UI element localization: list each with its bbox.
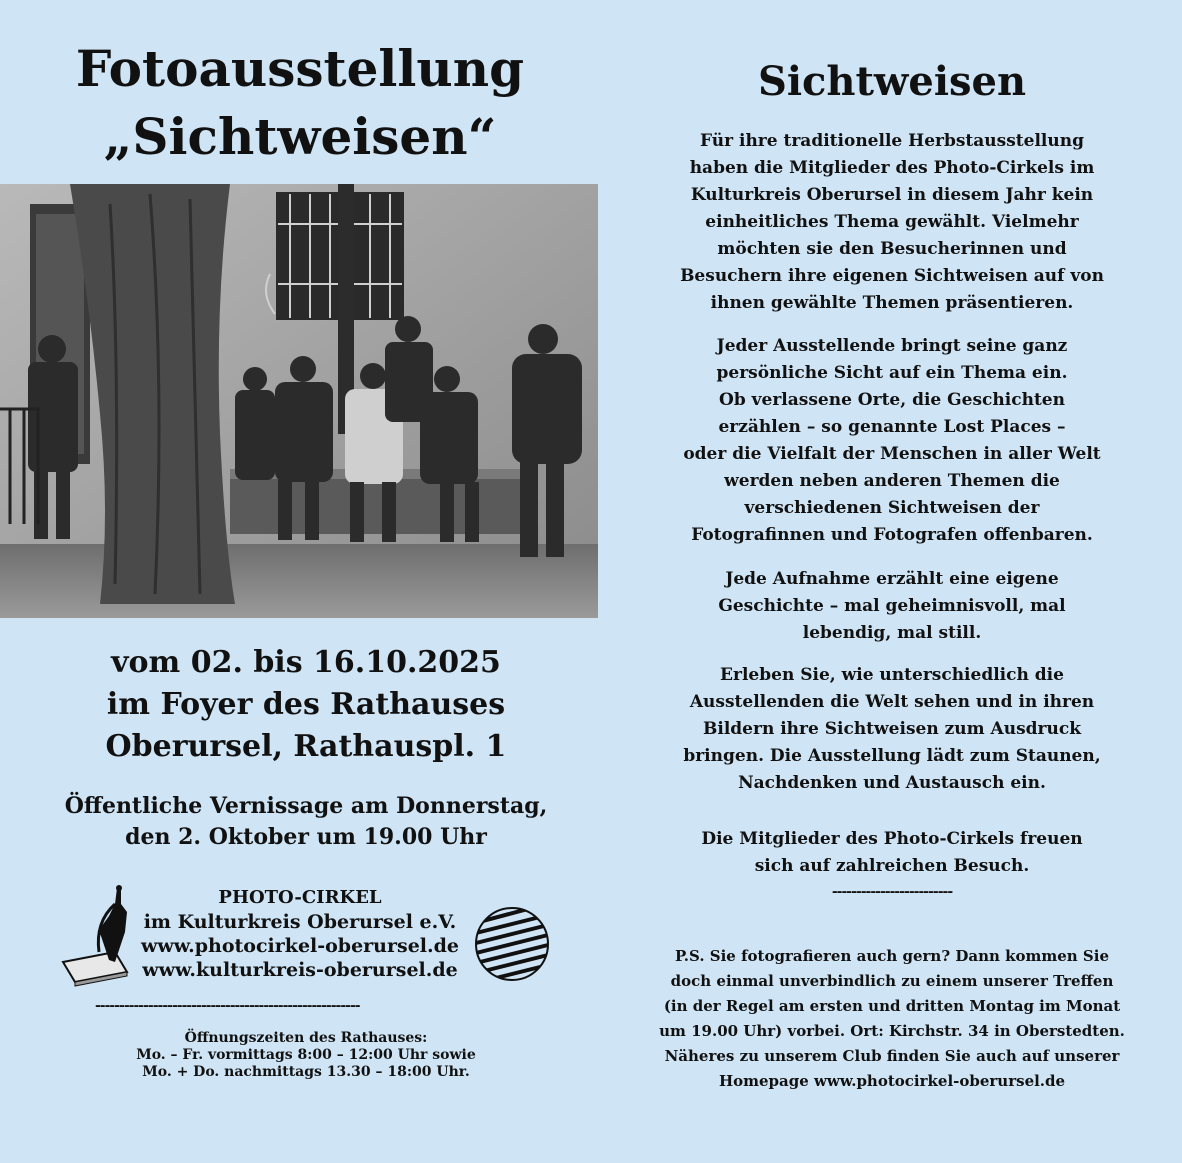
paragraph-experience bbox=[612, 662, 1172, 797]
club-info bbox=[130, 886, 470, 982]
paragraph-welcome bbox=[612, 826, 1172, 880]
page-title-line2: „Sichtweisen“ bbox=[103, 107, 497, 166]
text-line: Jeder Ausstellende bringt seine ganz bbox=[716, 336, 1068, 356]
paragraph-story bbox=[612, 566, 1172, 647]
text-line: Fotografinnen und Fotografen offenbaren. bbox=[691, 525, 1093, 545]
text-line: einheitliches Thema gewählt. Vielmehr bbox=[705, 212, 1079, 232]
paragraph-exhibitors bbox=[612, 333, 1172, 549]
opening-hours bbox=[0, 1030, 612, 1081]
page-title-line1: Fotoausstellung bbox=[75, 39, 525, 98]
right-column bbox=[612, 0, 1182, 1163]
text-line: werden neben anderen Themen die bbox=[724, 471, 1060, 491]
text-line: möchten sie den Besucherinnen und bbox=[717, 239, 1067, 259]
postscript bbox=[612, 944, 1172, 1094]
text-line: oder die Vielfalt der Menschen in aller Welt bbox=[683, 444, 1101, 464]
text-line: Ob verlassene Orte, die Geschichten bbox=[719, 390, 1065, 410]
text-line: bringen. Die Ausstellung lädt zum Staunen, bbox=[683, 746, 1101, 766]
text-line: Für ihre traditionelle Herbstausstellung bbox=[699, 131, 1084, 151]
text-line: persönliche Sicht auf ein Thema ein. bbox=[716, 363, 1068, 383]
text-line: haben die Mitglieder des Photo-Cirkels im bbox=[689, 158, 1095, 178]
vernissage-info bbox=[0, 791, 612, 853]
divider-right: ------------------------- bbox=[831, 884, 953, 900]
text-line: Bildern ihre Sichtweisen zum Ausdruck bbox=[703, 719, 1081, 739]
text-line: Die Mitglieder des Photo-Cirkels freuen bbox=[701, 829, 1083, 849]
section-title: Sichtweisen bbox=[757, 58, 1027, 105]
text-line: verschiedenen Sichtweisen der bbox=[744, 498, 1040, 518]
vernissage-line2: den 2. Oktober um 19.00 Uhr bbox=[125, 824, 487, 850]
hours-line2: Mo. + Do. nachmittags 13.30 – 18:00 Uhr. bbox=[142, 1064, 470, 1080]
ps-line: Näheres zu unserem Club finden Sie auch auf unserer bbox=[664, 1047, 1120, 1065]
text-line: Nachdenken und Austausch ein. bbox=[738, 773, 1046, 793]
text-line: Jede Aufnahme erzählt eine eigene bbox=[725, 569, 1059, 589]
text-line: Kulturkreis Oberursel in diesem Jahr kein bbox=[690, 185, 1094, 205]
text-line: sich auf zahlreichen Besuch. bbox=[754, 856, 1030, 876]
ps-line: P.S. Sie fotografieren auch gern? Dann kommen Sie bbox=[675, 947, 1109, 965]
kulturkreis-logo bbox=[474, 906, 550, 982]
text-line: Geschichte – mal geheimnisvoll, mal bbox=[718, 596, 1066, 616]
exhibition-photo bbox=[0, 184, 598, 618]
text-line: lebendig, mal still. bbox=[802, 623, 982, 643]
hours-title: Öffnungszeiten des Rathauses: bbox=[184, 1030, 428, 1046]
text-line: erzählen – so genannte Lost Places – bbox=[718, 417, 1066, 437]
ps-line: Homepage www.photocirkel-oberursel.de bbox=[718, 1072, 1066, 1090]
paragraph-intro bbox=[612, 128, 1172, 317]
photocirkel-logo bbox=[55, 882, 135, 992]
club-url-link[interactable]: www.photocirkel-oberursel.de bbox=[140, 935, 460, 957]
text-line: Besuchern ihre eigenen Sichtweisen auf von bbox=[680, 266, 1104, 286]
text-line: ihnen gewählte Themen präsentieren. bbox=[710, 293, 1074, 313]
hours-line1: Mo. – Fr. vormittags 8:00 – 12:00 Uhr sowie bbox=[136, 1047, 476, 1063]
venue-line: im Foyer des Rathauses bbox=[106, 687, 506, 722]
club-name: PHOTO-CIRKEL bbox=[218, 887, 382, 908]
exhibition-dates bbox=[0, 642, 612, 768]
club-subtitle: im Kulturkreis Oberursel e.V. bbox=[143, 911, 457, 933]
text-line: Erleben Sie, wie unterschiedlich die bbox=[720, 665, 1064, 685]
ps-line: doch einmal unverbindlich zu einem unserer Treffen bbox=[670, 972, 1114, 990]
address-line: Oberursel, Rathauspl. 1 bbox=[105, 729, 507, 764]
vernissage-line1: Öffentliche Vernissage am Donnerstag, bbox=[64, 793, 548, 819]
dates-line: vom 02. bis 16.10.2025 bbox=[111, 645, 501, 680]
divider-left: ------------------------------------------------------- bbox=[95, 998, 360, 1014]
ps-line: um 19.00 Uhr) vorbei. Ort: Kirchstr. 34 in Oberstedten. bbox=[659, 1022, 1125, 1040]
text-line: Ausstellenden die Welt sehen und in ihren bbox=[689, 692, 1095, 712]
ps-line: (in der Regel am ersten und dritten Montag im Monat bbox=[663, 997, 1121, 1015]
kulturkreis-url-link[interactable]: www.kulturkreis-oberursel.de bbox=[142, 959, 458, 981]
